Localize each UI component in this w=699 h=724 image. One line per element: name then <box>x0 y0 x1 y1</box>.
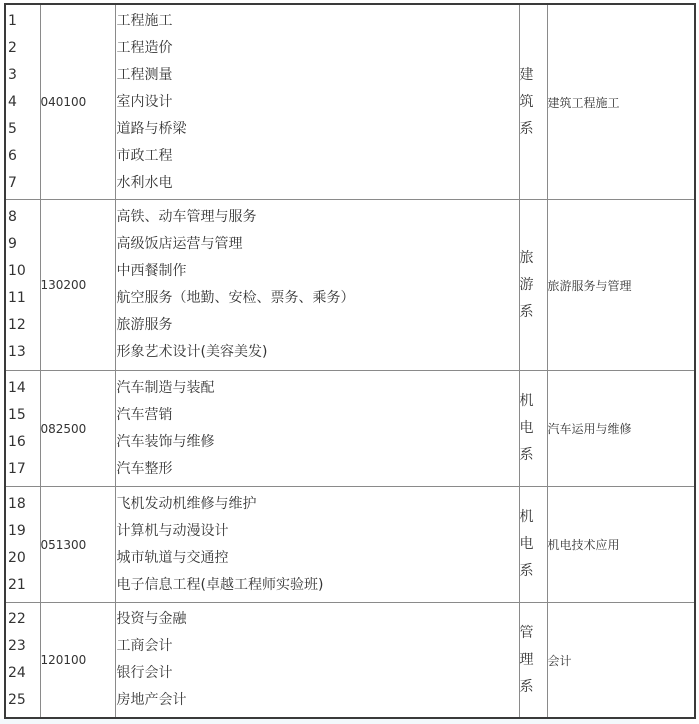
major-name: 道路与桥梁 <box>116 120 187 137</box>
major-name: 高铁、动车管理与服务 <box>116 209 257 225</box>
major-name: 水利水电 <box>116 174 173 191</box>
row-numbers-cell <box>5 603 40 719</box>
row-number: 2 <box>8 39 17 56</box>
department-char: 系 <box>519 563 534 579</box>
department-char: 电 <box>519 536 534 552</box>
program-code: 082500 <box>40 371 115 487</box>
major-name: 市政工程 <box>116 147 173 164</box>
row-number: 5 <box>8 120 17 137</box>
profession-name: 会计 <box>547 603 695 719</box>
row-number: 15 <box>8 406 26 423</box>
department-cell <box>519 371 547 487</box>
major-name: 中西餐制作 <box>116 263 187 279</box>
majors-cell <box>115 200 519 371</box>
table-row-group <box>5 200 695 371</box>
table-row-group <box>5 487 695 603</box>
profession-name: 旅游服务与管理 <box>547 200 695 371</box>
department-char: 机 <box>519 509 534 525</box>
major-name: 房地产会计 <box>116 692 187 708</box>
department-char: 系 <box>519 303 534 320</box>
major-name: 航空服务（地勤、安检、票务、乘务） <box>116 290 355 306</box>
major-name: 旅游服务 <box>116 317 173 333</box>
majors-cell <box>115 371 519 487</box>
major-name: 工程施工 <box>116 12 173 29</box>
department-char: 旅 <box>519 249 534 266</box>
row-numbers-cell <box>5 371 40 487</box>
department-cell <box>519 200 547 371</box>
department-char: 机 <box>519 393 534 409</box>
row-number: 14 <box>8 379 26 396</box>
department-char: 管 <box>519 624 534 641</box>
row-number: 1 <box>8 12 17 29</box>
program-code: 051300 <box>40 487 115 603</box>
row-number: 8 <box>8 209 17 225</box>
row-number: 22 <box>8 611 26 627</box>
major-name: 汽车营销 <box>116 406 173 423</box>
row-number: 9 <box>8 236 17 252</box>
department-char: 筑 <box>519 93 534 110</box>
department-char: 游 <box>519 276 534 293</box>
row-number: 20 <box>8 549 26 566</box>
table-row-group <box>5 4 695 200</box>
major-name: 投资与金融 <box>116 611 187 627</box>
department-cell <box>519 4 547 200</box>
major-name: 汽车装饰与维修 <box>116 433 215 450</box>
row-number: 4 <box>8 93 17 110</box>
program-code: 130200 <box>40 200 115 371</box>
major-name: 银行会计 <box>116 665 173 681</box>
department-char: 建 <box>519 66 534 83</box>
department-char: 系 <box>519 120 534 137</box>
major-name: 飞机发动机维修与维护 <box>116 495 257 512</box>
department-char: 系 <box>519 447 534 463</box>
table-row-group <box>5 371 695 487</box>
row-number: 13 <box>8 344 26 360</box>
program-code: 120100 <box>40 603 115 719</box>
major-name: 室内设计 <box>116 93 173 110</box>
row-number: 19 <box>8 522 26 539</box>
row-number: 24 <box>8 665 26 681</box>
row-number: 21 <box>8 576 26 593</box>
row-number: 7 <box>8 174 17 191</box>
row-numbers-cell <box>5 4 40 200</box>
row-number: 18 <box>8 495 26 512</box>
profession-name: 建筑工程施工 <box>547 4 695 200</box>
row-number: 23 <box>8 638 26 654</box>
row-numbers-cell <box>5 200 40 371</box>
row-number: 6 <box>8 147 17 164</box>
major-name: 城市轨道与交通控 <box>116 549 229 566</box>
major-name: 工程造价 <box>116 39 173 56</box>
major-name: 汽车整形 <box>116 460 173 477</box>
major-name: 工商会计 <box>116 638 173 654</box>
row-number: 11 <box>8 290 26 306</box>
row-number: 3 <box>8 66 17 83</box>
row-number: 10 <box>8 263 26 279</box>
table-row-group <box>5 603 695 719</box>
row-number: 16 <box>8 433 26 450</box>
program-code: 040100 <box>40 4 115 200</box>
major-name: 工程测量 <box>116 66 173 83</box>
department-char: 理 <box>519 651 534 668</box>
profession-name: 机电技术应用 <box>547 487 695 603</box>
department-cell <box>519 487 547 603</box>
major-name: 形象艺术设计(美容美发) <box>116 344 268 360</box>
row-number: 25 <box>8 692 26 708</box>
major-name: 计算机与动漫设计 <box>116 522 229 539</box>
major-name: 汽车制造与装配 <box>116 379 215 396</box>
row-number: 12 <box>8 317 26 333</box>
department-cell <box>519 603 547 719</box>
row-numbers-cell <box>5 487 40 603</box>
page-background-strip <box>0 719 640 724</box>
majors-cell <box>115 603 519 719</box>
majors-cell <box>115 4 519 200</box>
department-char: 系 <box>519 678 534 695</box>
major-name: 高级饭店运营与管理 <box>116 236 243 252</box>
row-number: 17 <box>8 460 26 477</box>
majors-table <box>4 3 696 719</box>
majors-cell <box>115 487 519 603</box>
major-name: 电子信息工程(卓越工程师实验班) <box>116 576 324 593</box>
profession-name: 汽车运用与维修 <box>547 371 695 487</box>
department-char: 电 <box>519 420 534 436</box>
